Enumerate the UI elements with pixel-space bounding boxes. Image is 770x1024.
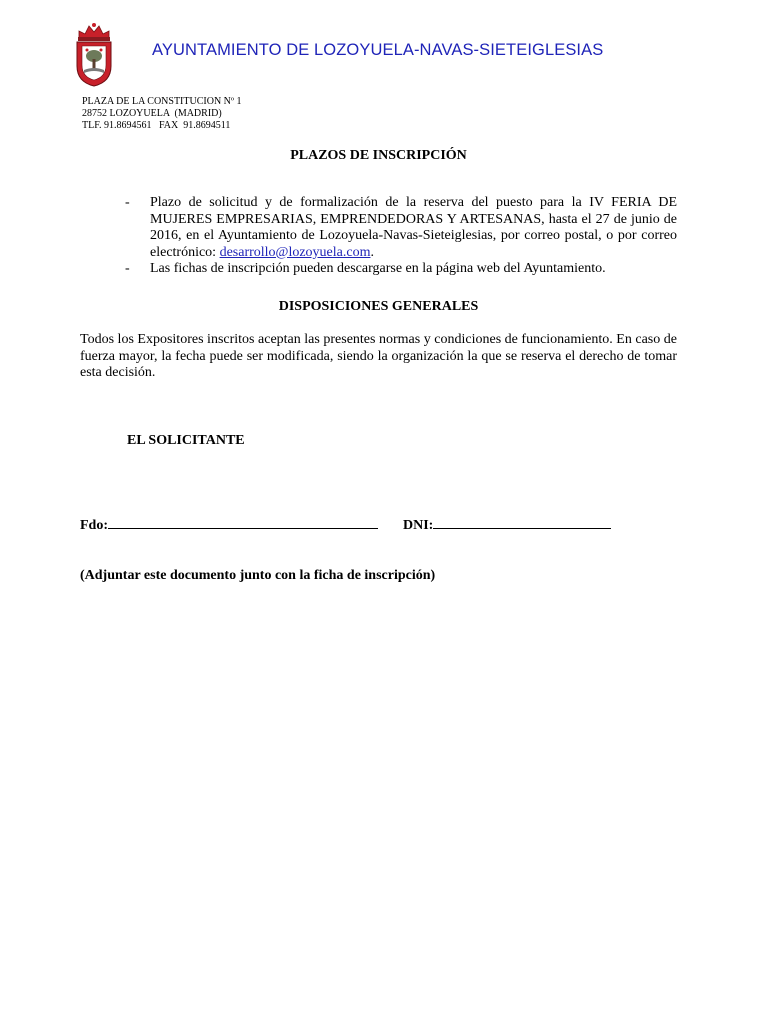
list-item	[125, 195, 677, 261]
disposiciones-heading: DISPOSICIONES GENERALES	[278, 299, 479, 314]
dni-label: DNI:	[403, 518, 434, 533]
fdo-label: Fdo:	[80, 518, 108, 533]
signature-field[interactable]	[80, 516, 378, 534]
bullet-dash: -	[125, 261, 130, 277]
bullet-text-end: .	[370, 244, 374, 260]
coat-of-arms-icon	[73, 22, 115, 88]
phone-fax-line: TLF. 91.8694561 FAX 91.8694511	[82, 120, 231, 131]
plazos-heading: PLAZOS DE INSCRIPCIÓN	[290, 148, 467, 163]
email-link[interactable]: desarrollo@lozoyuela.com	[219, 244, 371, 260]
dni-line[interactable]	[433, 516, 611, 529]
dni-field[interactable]	[403, 516, 611, 534]
disposiciones-paragraph: Todos los Expositores inscritos aceptan las presentes normas y condiciones de funcionamiento. En caso de fuerza mayor, la fecha puede ser modificada, siendo la organización la que se reserva el derecho de tomar esta decisión.	[80, 332, 677, 381]
attachment-note: (Adjuntar este documento junto con la ficha de inscripción)	[80, 568, 436, 583]
address-line: 28752 LOZOYUELA (MADRID)	[82, 108, 222, 119]
list-item	[125, 261, 677, 278]
municipality-title: AYUNTAMIENTO DE LOZOYUELA-NAVAS-SIETEIGLESIAS	[152, 41, 604, 59]
signature-line[interactable]	[108, 516, 378, 529]
bullet-text: Las fichas de inscripción pueden descargarse en la página web del Ayuntamiento.	[150, 261, 606, 277]
address-block	[82, 96, 242, 132]
plazos-list	[125, 195, 677, 278]
address-line: PLAZA DE LA CONSTITUCION Nº 1	[82, 96, 242, 107]
bullet-text: Plazo de solicitud y de formalización de la reserva del puesto para la IV FERIA DE MUJERES EMPRESARIAS, EMPRENDEDORAS Y ARTESANAS, hasta el 27 de junio de 2016, en el Ayuntamiento de Lozoyuela-Navas-Sieteiglesias, por correo postal, o por correo electrónico:	[150, 195, 677, 260]
solicitante-label: EL SOLICITANTE	[127, 433, 245, 448]
bullet-dash: -	[125, 195, 130, 210]
